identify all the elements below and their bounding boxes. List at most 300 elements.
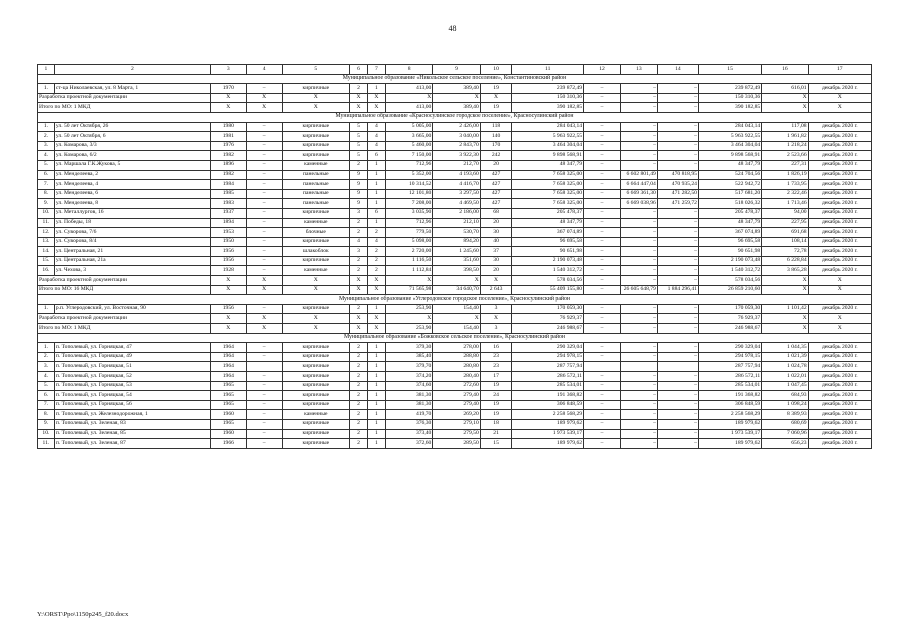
table-cell: 5.	[38, 160, 55, 170]
table-cell: 285 534,01	[698, 381, 761, 391]
address-cell: п. Тополевый, ул. Горняцкая, 51	[54, 362, 210, 372]
table-cell: 5 005,00	[385, 122, 432, 132]
table-cell: –	[584, 170, 621, 180]
table-cell: кирпичные	[282, 362, 349, 372]
column-number: 2	[54, 65, 210, 75]
table-cell: –	[620, 237, 657, 247]
table-cell: 30	[480, 256, 512, 266]
page-number: 48	[448, 24, 457, 33]
table-cell: кирпичные	[282, 132, 349, 142]
table-cell: 17	[480, 372, 512, 382]
table-cell: 12 101,80	[385, 189, 432, 199]
table-cell: –	[246, 419, 282, 429]
table-cell: –	[584, 285, 621, 295]
table-cell: 3 035,90	[385, 208, 432, 218]
table-cell: 242	[480, 151, 512, 161]
table-cell: –	[657, 304, 698, 314]
table-cell: 48 347,79	[512, 218, 584, 228]
table-cell: 419,70	[385, 410, 432, 420]
table-cell: –	[657, 218, 698, 228]
table-cell: 470 935,24	[657, 180, 698, 190]
table-cell: каменные	[282, 218, 349, 228]
table-cell: –	[246, 208, 282, 218]
table-cell: 76 929,37	[698, 314, 761, 324]
table-cell: –	[620, 400, 657, 410]
table-cell: панельные	[282, 180, 349, 190]
table-cell: X	[350, 324, 368, 334]
table-cell: –	[657, 391, 698, 401]
table-row	[38, 391, 872, 401]
table-cell: –	[584, 237, 621, 247]
table-cell: декабрь 2020 г.	[808, 247, 871, 257]
municipality-section-row	[38, 333, 872, 343]
table-cell: 8 389,93	[762, 410, 808, 420]
table-cell: 389,40	[433, 84, 480, 94]
table-cell: X	[480, 314, 512, 324]
table-cell: 9	[350, 170, 368, 180]
table-cell: кирпичные	[282, 122, 349, 132]
table-cell: –	[620, 266, 657, 276]
table-cell: –	[584, 189, 621, 199]
table-cell: –	[657, 122, 698, 132]
table-cell: 6 228,84	[762, 256, 808, 266]
table-cell: 227,31	[762, 160, 808, 170]
table-cell: 12.	[38, 228, 55, 238]
table-cell: –	[246, 352, 282, 362]
table-cell: 3	[350, 247, 368, 257]
table-cell: 1956	[210, 247, 246, 257]
table-row	[38, 410, 872, 420]
table-row	[38, 304, 872, 314]
table-cell: 15.	[38, 256, 55, 266]
table-cell: 7.	[38, 180, 55, 190]
table-cell: 4 469,50	[433, 199, 480, 209]
column-number-row	[38, 65, 872, 75]
table-cell: 3	[480, 324, 512, 334]
document-path: Y:\ORST\Ppo\1150p245_f20.docx	[37, 611, 129, 618]
table-cell	[657, 362, 698, 372]
table-cell: –	[620, 276, 657, 286]
table-cell: 1	[367, 199, 385, 209]
table-cell: декабрь 2020 г.	[808, 429, 871, 439]
table-cell: 1960	[210, 410, 246, 420]
table-cell: 19	[480, 381, 512, 391]
table-cell: –	[657, 151, 698, 161]
table-cell: 427	[480, 180, 512, 190]
table-row	[38, 372, 872, 382]
column-number: 17	[808, 65, 871, 75]
table-cell: 1	[367, 439, 385, 449]
table-cell: 76 929,37	[512, 314, 584, 324]
column-number: 16	[762, 65, 808, 75]
table-cell: 2	[350, 372, 368, 382]
section-title: Муниципальное образование «Углеродовское городское поселение», Красносулинский район	[38, 295, 872, 305]
table-cell: –	[657, 372, 698, 382]
table-cell: X	[433, 276, 480, 286]
table-cell: –	[584, 304, 621, 314]
table-cell: –	[584, 228, 621, 238]
table-cell: 1 884 296,41	[657, 285, 698, 295]
table-cell: 9	[350, 189, 368, 199]
table-cell: –	[620, 208, 657, 218]
table-cell: X	[367, 276, 385, 286]
table-cell: –	[620, 256, 657, 266]
address-cell: п. Тополевый, ул. Зеленая, 83	[54, 419, 210, 429]
municipality-section-row	[38, 112, 872, 122]
table-cell: 530,70	[433, 228, 480, 238]
table-cell: 1	[367, 391, 385, 401]
section-title: Муниципальное образование «Никольское сельское поселение», Константиновский район	[38, 74, 872, 84]
table-cell: X	[433, 93, 480, 103]
table-cell: 6.	[38, 170, 55, 180]
address-cell: ул. Чехова, 3	[54, 266, 210, 276]
table-cell: X	[282, 103, 349, 113]
table-cell: 13.	[38, 237, 55, 247]
table-cell: 427	[480, 199, 512, 209]
table-cell: –	[246, 199, 282, 209]
table-cell: 3.	[38, 141, 55, 151]
table-cell: –	[246, 84, 282, 94]
table-cell: 470 818,95	[657, 170, 698, 180]
table-cell: декабрь 2020 г.	[808, 352, 871, 362]
table-cell: 294 978,15	[698, 352, 761, 362]
table-cell: 1970	[210, 84, 246, 94]
table-cell: 2	[350, 218, 368, 228]
table-cell: –	[246, 237, 282, 247]
table-cell: –	[620, 132, 657, 142]
table-cell: 34 640,70	[433, 285, 480, 295]
table-cell: 2	[350, 352, 368, 362]
table-cell: –	[246, 256, 282, 266]
summary-label: Разработка проектной документации	[38, 276, 211, 286]
table-cell: кирпичные	[282, 84, 349, 94]
table-cell: кирпичные	[282, 429, 349, 439]
table-cell: X	[808, 285, 871, 295]
table-cell: 10 314,52	[385, 180, 432, 190]
table-cell: 26 605 648,79	[620, 285, 657, 295]
column-number: 8	[385, 65, 432, 75]
table-cell: 7 658 325,00	[512, 199, 584, 209]
address-cell: ул. Менделеева, 4	[54, 180, 210, 190]
table-cell: 4	[350, 237, 368, 247]
table-row	[38, 439, 872, 449]
table-cell: –	[657, 352, 698, 362]
table-cell: 2	[350, 160, 368, 170]
table-cell: –	[657, 429, 698, 439]
table-cell: декабрь 2020 г.	[808, 372, 871, 382]
table-cell: –	[584, 400, 621, 410]
table-cell: декабрь 2020 г.	[808, 228, 871, 238]
table-row	[38, 180, 872, 190]
table-row	[38, 208, 872, 218]
table-cell: 37	[480, 247, 512, 257]
address-cell: р.п. Углеродовский, ул. Восточная, 90	[54, 304, 210, 314]
table-cell: кирпичные	[282, 439, 349, 449]
table-cell: 3	[480, 304, 512, 314]
address-cell: ул. 50 лет Октября, 6	[54, 132, 210, 142]
table-cell: –	[657, 103, 698, 113]
table-cell: 3 865,28	[762, 266, 808, 276]
table-cell: 205 478,37	[512, 208, 584, 218]
table-cell: 1956	[210, 256, 246, 266]
table-cell: 191 368,82	[512, 391, 584, 401]
table-row	[38, 400, 872, 410]
table-cell: 278,00	[433, 343, 480, 353]
table-cell: 578 034,56	[512, 276, 584, 286]
column-number: 5	[282, 65, 349, 75]
table-cell: 1964	[210, 372, 246, 382]
table-cell: 2 523,66	[762, 151, 808, 161]
table-cell: 227,95	[762, 218, 808, 228]
address-cell: ул. Комарова, 6/2	[54, 151, 210, 161]
table-cell: –	[657, 84, 698, 94]
table-cell: 2	[350, 429, 368, 439]
table-cell: 1 022,01	[762, 372, 808, 382]
table-cell: 26 859 210,60	[698, 285, 761, 295]
municipality-section-row	[38, 74, 872, 84]
table-cell: 5 963 922,55	[698, 132, 761, 142]
table-cell: X	[210, 285, 246, 295]
table-cell: 894,20	[433, 237, 480, 247]
table-cell: X	[808, 314, 871, 324]
table-cell: 1 101,42	[762, 304, 808, 314]
table-cell: –	[584, 122, 621, 132]
table-cell: X	[282, 93, 349, 103]
table-cell: 3	[350, 208, 368, 218]
table-cell: 1	[367, 372, 385, 382]
table-cell: декабрь 2020 г.	[808, 180, 871, 190]
table-cell: 294 978,15	[512, 352, 584, 362]
table-cell: 1.	[38, 343, 55, 353]
table-cell: 11.	[38, 218, 55, 228]
table-cell: кирпичные	[282, 343, 349, 353]
table-cell: –	[246, 160, 282, 170]
table-cell: –	[246, 304, 282, 314]
table-cell: X	[282, 324, 349, 334]
table-cell: –	[584, 343, 621, 353]
table-cell: декабрь 2020 г.	[808, 237, 871, 247]
table-cell: 6	[367, 151, 385, 161]
table-cell: X	[808, 324, 871, 334]
table-cell: декабрь 2020 г.	[808, 362, 871, 372]
address-cell: п. Тополевый, ул. Горняцкая, 49	[54, 352, 210, 362]
table-cell: 2	[350, 439, 368, 449]
table-cell: 150 310,36	[512, 93, 584, 103]
table-cell	[246, 362, 282, 372]
table-cell: –	[246, 439, 282, 449]
table-cell: –	[584, 132, 621, 142]
table-cell: 7 208,00	[385, 199, 432, 209]
table-cell: 413,00	[385, 84, 432, 94]
table-cell: 1 826,19	[762, 170, 808, 180]
table-cell: 246 988,67	[698, 324, 761, 334]
table-cell: панельные	[282, 170, 349, 180]
column-number: 6	[350, 65, 368, 75]
table-row	[38, 141, 872, 151]
table-cell: 1 540 312,72	[698, 266, 761, 276]
summary-row	[38, 285, 872, 295]
table-cell: 9 898 568,91	[698, 151, 761, 161]
table-cell: 9	[350, 180, 368, 190]
table-cell: –	[246, 170, 282, 180]
table-cell: кирпичные	[282, 381, 349, 391]
table-cell: 48 347,79	[512, 160, 584, 170]
table-cell: 280,40	[433, 372, 480, 382]
table-cell: 24	[480, 391, 512, 401]
table-cell: 2	[350, 304, 368, 314]
table-cell: –	[657, 160, 698, 170]
table-cell: каменные	[282, 160, 349, 170]
table-cell: 94,00	[762, 208, 808, 218]
table-cell: 96 695,58	[512, 237, 584, 247]
table-cell: 1	[367, 84, 385, 94]
table-cell: 9.	[38, 199, 55, 209]
table-cell: X	[762, 324, 808, 334]
column-number: 11	[512, 65, 584, 75]
table-cell: 373,40	[385, 429, 432, 439]
table-cell: 6.	[38, 391, 55, 401]
table-cell: 108,14	[762, 237, 808, 247]
table-cell: –	[657, 237, 698, 247]
table-cell: 2	[367, 247, 385, 257]
table-row	[38, 352, 872, 362]
table-row	[38, 381, 872, 391]
table-cell: –	[246, 410, 282, 420]
address-cell: п. Тополевый, ул. Горняцкая, 53	[54, 381, 210, 391]
table-cell: 285 534,01	[512, 381, 584, 391]
address-cell: п. Тополевый, ул. Горняцкая, 56	[54, 400, 210, 410]
table-cell: 253,90	[385, 324, 432, 334]
table-cell: декабрь 2020 г.	[808, 266, 871, 276]
table-cell: 390 182,85	[698, 103, 761, 113]
table-cell: –	[620, 141, 657, 151]
table-cell: 2	[367, 266, 385, 276]
column-number: 9	[433, 65, 480, 75]
table-cell: 4	[367, 141, 385, 151]
table-cell: –	[657, 343, 698, 353]
table-cell: 205 478,37	[698, 208, 761, 218]
table-cell: 2 258 568,29	[512, 410, 584, 420]
table-cell: 289,50	[433, 439, 480, 449]
table-cell: 1965	[210, 400, 246, 410]
table-cell: 3 922,30	[433, 151, 480, 161]
table-cell: 4.	[38, 151, 55, 161]
table-cell: 48 347,79	[698, 160, 761, 170]
table-cell: 684,93	[762, 391, 808, 401]
table-row	[38, 266, 872, 276]
table-cell: 2	[350, 391, 368, 401]
table-cell: –	[657, 141, 698, 151]
table-cell: X	[350, 103, 368, 113]
table-cell: 117,08	[762, 122, 808, 132]
table-cell: декабрь 2020 г.	[808, 304, 871, 314]
table-cell: 2	[350, 84, 368, 94]
table-cell: 5	[350, 141, 368, 151]
table-cell: 48 347,79	[698, 218, 761, 228]
table-cell: 2	[350, 410, 368, 420]
table-cell: 1983	[210, 199, 246, 209]
column-number: 14	[657, 65, 698, 75]
table-cell: 1 021,39	[762, 352, 808, 362]
table-cell: 2 643	[480, 285, 512, 295]
table-cell: 427	[480, 189, 512, 199]
table-cell: 6 669 038,96	[620, 199, 657, 209]
table-cell: 8.	[38, 410, 55, 420]
table-cell: 1984	[210, 180, 246, 190]
table-cell: –	[584, 419, 621, 429]
table-cell: 1	[367, 381, 385, 391]
table-cell: 367 074,89	[698, 228, 761, 238]
table-cell: 2	[350, 228, 368, 238]
table-cell: 90 651,98	[512, 247, 584, 257]
table-cell: –	[584, 151, 621, 161]
table-cell: 1980	[210, 122, 246, 132]
table-cell: 272,60	[433, 381, 480, 391]
table-cell: –	[584, 266, 621, 276]
table-cell: 191 368,82	[698, 391, 761, 401]
table-cell: 71 565,98	[385, 285, 432, 295]
table-cell: X	[350, 276, 368, 286]
table-cell: 1 973 539,17	[512, 429, 584, 439]
table-cell: 284 043,14	[512, 122, 584, 132]
table-cell: –	[657, 247, 698, 257]
table-cell: –	[584, 160, 621, 170]
table-cell: –	[246, 180, 282, 190]
table-cell: 3 665,00	[385, 132, 432, 142]
table-cell: 170	[480, 141, 512, 151]
table-cell: X	[282, 276, 349, 286]
table-cell: 4.	[38, 372, 55, 382]
address-cell: п. Тополевый, ул. Горняцкая, 54	[54, 391, 210, 401]
table-cell: 154,40	[433, 324, 480, 334]
table-cell: 1928	[210, 266, 246, 276]
table-cell: 96 695,58	[698, 237, 761, 247]
table-cell: 367 074,89	[512, 228, 584, 238]
table-cell: X	[808, 276, 871, 286]
table-cell: 284 043,14	[698, 122, 761, 132]
table-cell: 1	[367, 362, 385, 372]
table-cell: 1.	[38, 122, 55, 132]
table-cell: 290 329,04	[698, 343, 761, 353]
table-cell: 2	[367, 256, 385, 266]
table-cell: 1	[367, 352, 385, 362]
table-cell: 1965	[210, 391, 246, 401]
table-cell: 1	[367, 410, 385, 420]
table-cell: X	[808, 93, 871, 103]
table-cell: 389,40	[433, 103, 480, 113]
summary-row	[38, 103, 872, 113]
table-cell: –	[246, 218, 282, 228]
table-cell: 524 704,56	[698, 170, 761, 180]
table-cell: 306 848,59	[698, 400, 761, 410]
table-cell: 2	[350, 343, 368, 353]
table-cell: 8.	[38, 189, 55, 199]
table-cell	[620, 362, 657, 372]
table-cell: 374,20	[385, 372, 432, 382]
table-cell: X	[350, 285, 368, 295]
table-cell: –	[584, 410, 621, 420]
column-number: 4	[246, 65, 282, 75]
summary-row	[38, 324, 872, 334]
table-cell: 287 757,94	[698, 362, 761, 372]
table-cell: каменные	[282, 266, 349, 276]
table-cell: 118	[480, 122, 512, 132]
table-cell: 1 961,82	[762, 132, 808, 142]
table-cell: 2	[350, 256, 368, 266]
address-cell: ул. Суворова, 7/6	[54, 228, 210, 238]
table-row	[38, 122, 872, 132]
table-cell: 7 658 325,00	[512, 180, 584, 190]
